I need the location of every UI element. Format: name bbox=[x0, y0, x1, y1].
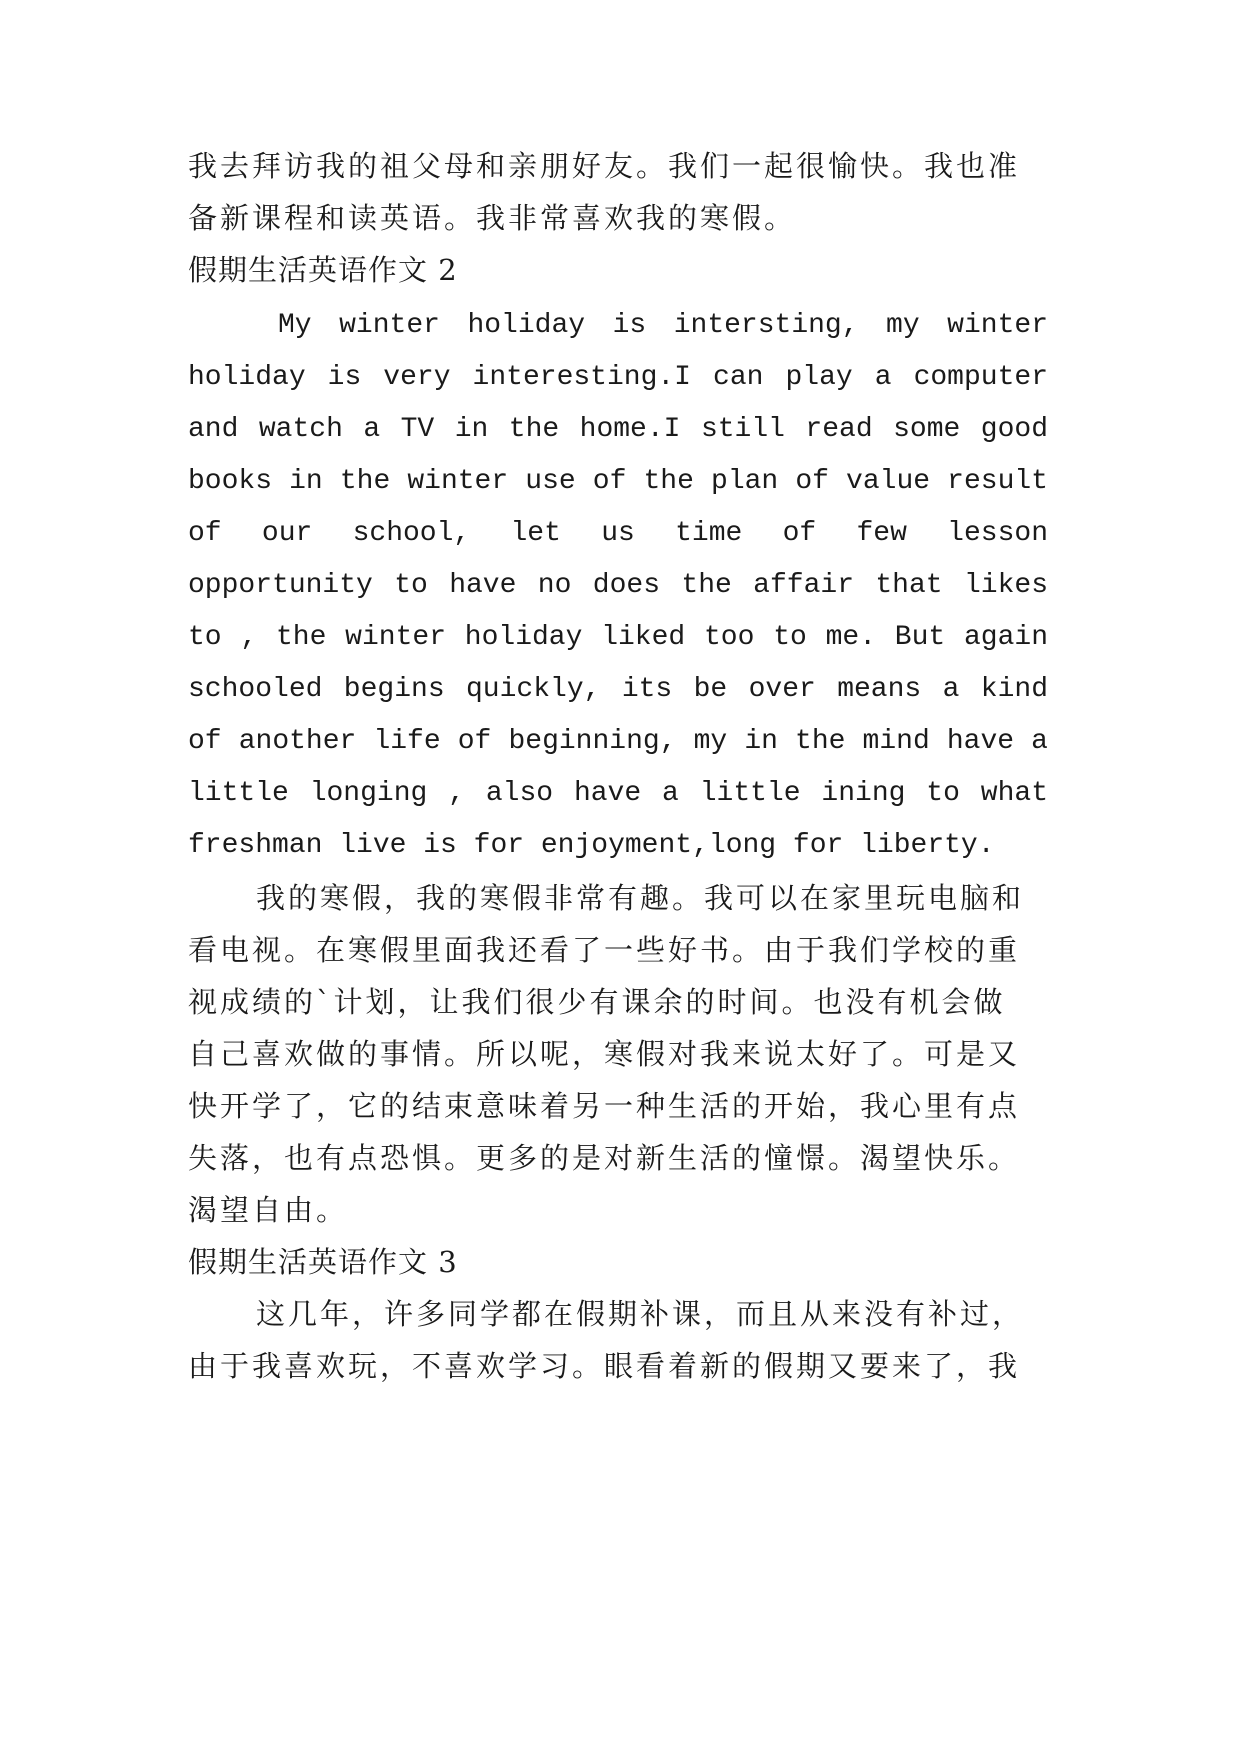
section-heading-2: 假期生活英语作文 2 bbox=[188, 253, 458, 287]
paragraph-line: 快开学了，它的结束意味着另一种生活的开始，我心里有点 bbox=[188, 1089, 1021, 1123]
english-line: of our school, let us time of few lesson bbox=[188, 518, 1048, 549]
english-line: schooled begins quickly, its be over means a kind bbox=[188, 674, 1048, 705]
paragraph-line: 视成绩的`计划，让我们很少有课余的时间。也没有机会做 bbox=[188, 985, 1006, 1019]
paragraph-line: 自己喜欢做的事情。所以呢，寒假对我来说太好了。可是又 bbox=[188, 1037, 1021, 1071]
paragraph-line: 我的寒假，我的寒假非常有趣。我可以在家里玩电脑和 bbox=[256, 881, 1025, 915]
english-line: holiday is very interesting.I can play a computer bbox=[188, 362, 1048, 393]
section-heading-3: 假期生活英语作文 3 bbox=[188, 1245, 458, 1279]
paragraph-line: 我去拜访我的祖父母和亲朋好友。我们一起很愉快。我也准 bbox=[188, 149, 1021, 183]
english-line: and watch a TV in the home.I still read some good bbox=[188, 414, 1048, 445]
english-line: books in the winter use of the plan of value result bbox=[188, 466, 1048, 497]
english-line: freshman live is for enjoyment,long for liberty. bbox=[188, 830, 995, 861]
paragraph-line: 备新课程和读英语。我非常喜欢我的寒假。 bbox=[188, 201, 797, 235]
paragraph-line: 由于我喜欢玩，不喜欢学习。眼看着新的假期又要来了，我 bbox=[188, 1349, 1021, 1383]
english-line: little longing , also have a little ining to what bbox=[188, 778, 1048, 809]
paragraph-line: 失落，也有点恐惧。更多的是对新生活的憧憬。渴望快乐。 bbox=[188, 1141, 1021, 1175]
paragraph-line: 渴望自由。 bbox=[188, 1193, 349, 1227]
paragraph-line: 这几年，许多同学都在假期补课，而且从来没有补过， bbox=[256, 1297, 1025, 1331]
paragraph-line: 看电视。在寒假里面我还看了一些好书。由于我们学校的重 bbox=[188, 933, 1021, 967]
english-line: My winter holiday is intersting, my winter bbox=[278, 310, 1048, 341]
english-line: to , the winter holiday liked too to me. But again bbox=[188, 622, 1048, 653]
english-line: opportunity to have no does the affair that likes bbox=[188, 570, 1048, 601]
english-line: of another life of beginning, my in the mind have a bbox=[188, 726, 1048, 757]
